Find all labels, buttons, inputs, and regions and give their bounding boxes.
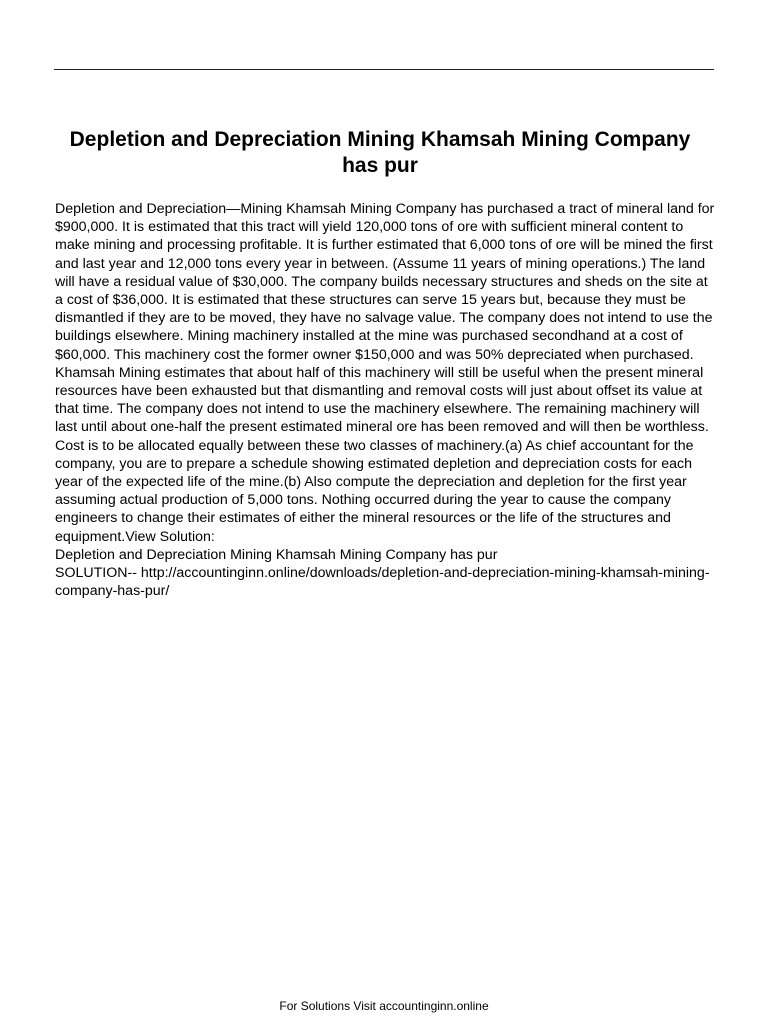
document-title: Depletion and Depreciation Mining Khamsah Mining Company has pur (69, 128, 691, 177)
repeat-title: Depletion and Depreciation Mining Khamsah Mining Company has pur (55, 546, 498, 563)
problem-text: Depletion and Depreciation—Mining Khamsah Mining Company has purchased a tract of mineral land for $900,000. It is estimated that this tract will yield 120,000 tons of ore with sufficient mineral content to make mining and processing profitable. It is further estimated that 6,000 tons of ore will be mined the first and last year and 12,000 tons every year in between. (Assume 11 years of mining operations.) The land will have a residual value of $30,000. The company builds necessary structures and sheds on the site at a cost of $36,000. It is estimated that these structures can serve 15 years but, because they must be dismantled if they are to be moved, they have no salvage value. The company does not intend to use the buildings elsewhere. Mining machinery installed at the mine was purchased secondhand at a cost of $60,000. This machinery cost the former owner $150,000 and was 50% depreciated when purchased. Khamsah Mining estimates that about half of this machinery will still be useful when the present mineral resources have been exhausted but that dismantling and removal costs will just about offset its value at that time. The company does not intend to use the machinery elsewhere. The remaining machinery will last until about one-half the present estimated mineral ore has been removed and will then be worthless. Cost is to be allocated equally between these two classes of machinery.(a) As chief accountant for the company, you are to prepare a schedule showing estimated depletion and depreciation costs for each year of the expected life of the mine.(b) Also compute the depreciation and depletion for the first year assuming actual production of 5,000 tons. Nothing occurred during the year to cause the company engineers to change their estimates of either the mineral resources or the life of the structures and equipment.View Solution: (55, 201, 715, 545)
solution-line (55, 564, 719, 600)
page-footer: For Solutions Visit accountinginn.online (279, 999, 489, 1013)
solution-prefix: SOLUTION-- (55, 565, 141, 582)
top-divider (54, 69, 714, 70)
solution-link[interactable]: http://accountinginn.online/downloads/depletion-and-depreciation-mining-khamsah-mining-company-has-pur/ (55, 565, 710, 600)
document-body (55, 200, 719, 600)
